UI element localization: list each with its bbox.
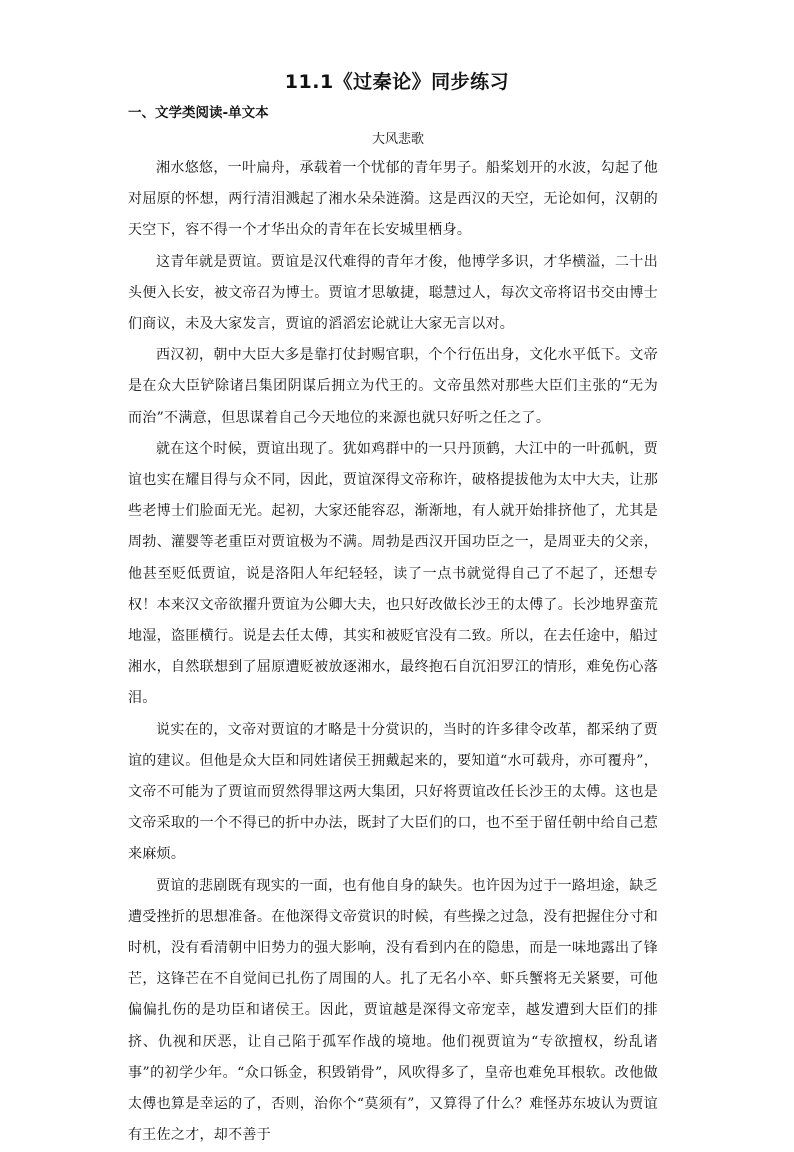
article-body <box>128 153 658 1152</box>
paragraph: 这青年就是贾谊。贾谊是汉代难得的青年才俊，他博学多识，才华横溢，二十出头便入长安，被文帝召为博士。贾谊才思敏捷，聪慧过人，每次文帝将诏书交由博士们商议，未及大家发言，贾谊的滔滔宏论就让大家无言以对。 <box>128 253 658 333</box>
paragraph: 说实在的，文帝对贾谊的才略是十分赏识的，当时的许多律令改革，都采纳了贾谊的建议。但他是众大臣和同姓诸侯王拥戴起来的，要知道“水可载舟，亦可覆舟”，文帝不可能为了贾谊而贸然得罪这两大集团，只好将贾谊改任长沙王的太傅。这也是文帝采取的一个不得已的折中办法，既封了大臣们的口，也不至于留任朝中给自己惹来麻烦。 <box>128 721 658 863</box>
paragraph: 湘水悠悠，一叶扁舟，承载着一个忧郁的青年男子。船桨划开的水波，勾起了他对屈原的怀想，两行清泪溅起了湘水朵朵涟漪。这是西汉的天空，无论如何，汉朝的天空下，容不得一个才华出众的青年在长安城里栖身。 <box>128 160 658 239</box>
paragraph: 西汉初，朝中大臣大多是靠打仗封赐官职，个个行伍出身，文化水平低下。文帝是在众大臣铲除诸吕集团阴谋后拥立为代王的。文帝虽然对那些大臣们主张的“无为而治”不满意，但思谋着自己今天地位的来源也就只好听之任之了。 <box>128 347 658 426</box>
document-title: 11.1《过秦论》同步练习 <box>284 71 510 93</box>
paragraph: 贾谊的悲剧既有现实的一面，也有他自身的缺失。也许因为过于一路坦途，缺乏遭受挫折的思想准备。在他深得文帝赏识的时候，有些操之过急，没有把握住分寸和时机，没有看清朝中旧势力的强大影响，没有看到内在的隐患，而是一味地露出了锋芒，这锋芒在不自觉间已扎伤了周围的人。扎了无名小卒、虾兵蟹将无关紧要，可他偏偏扎伤的是功臣和诸侯王。因此，贾谊越是深得文帝宠幸，越发遭到大臣们的排挤、仇视和厌恶，让自己陷于孤军作战的境地。他们视贾谊为“专欲擅权，纷乱诸事”的初学少年。“众口铄金，积毁销骨”，风吹得多了，皇帝也难免耳根软。改他做太傅也算是幸运的了，否则，治你个“莫须有”，又算得了什么？难怪苏东坡认为贾谊有王佐之才，却不善于 <box>128 877 658 1144</box>
article-title: 大风悲歌 <box>371 132 424 147</box>
section-heading: 一、文学类阅读-单文本 <box>128 105 269 121</box>
paragraph: 就在这个时候，贾谊出现了。犹如鸡群中的一只丹顶鹤，大江中的一叶孤帆，贾谊也实在耀目得与众不同，因此，贾谊深得文帝称许，破格提拔他为太中大夫，让那些老博士们脸面无光。起初，大家还能容忍，渐渐地，有人就开始排挤他了，尤其是周勃、灌婴等老重臣对贾谊极为不满。周勃是西汉开国功臣之一，是周亚夫的父亲，他甚至贬低贾谊，说是洛阳人年纪轻轻，读了一点书就觉得自己了不起了，还想专权！本来汉文帝欲擢升贾谊为公卿大夫，也只好改做长沙王的太傅了。长沙地界蛮荒地湿，盗匪横行。说是去任太傅，其实和被贬官没有二致。所以，在去任途中，船过湘水，自然联想到了屈原遭贬被放逐湘水，最终抱石自沉汨罗江的情形，难免伤心落泪。 <box>128 440 658 707</box>
